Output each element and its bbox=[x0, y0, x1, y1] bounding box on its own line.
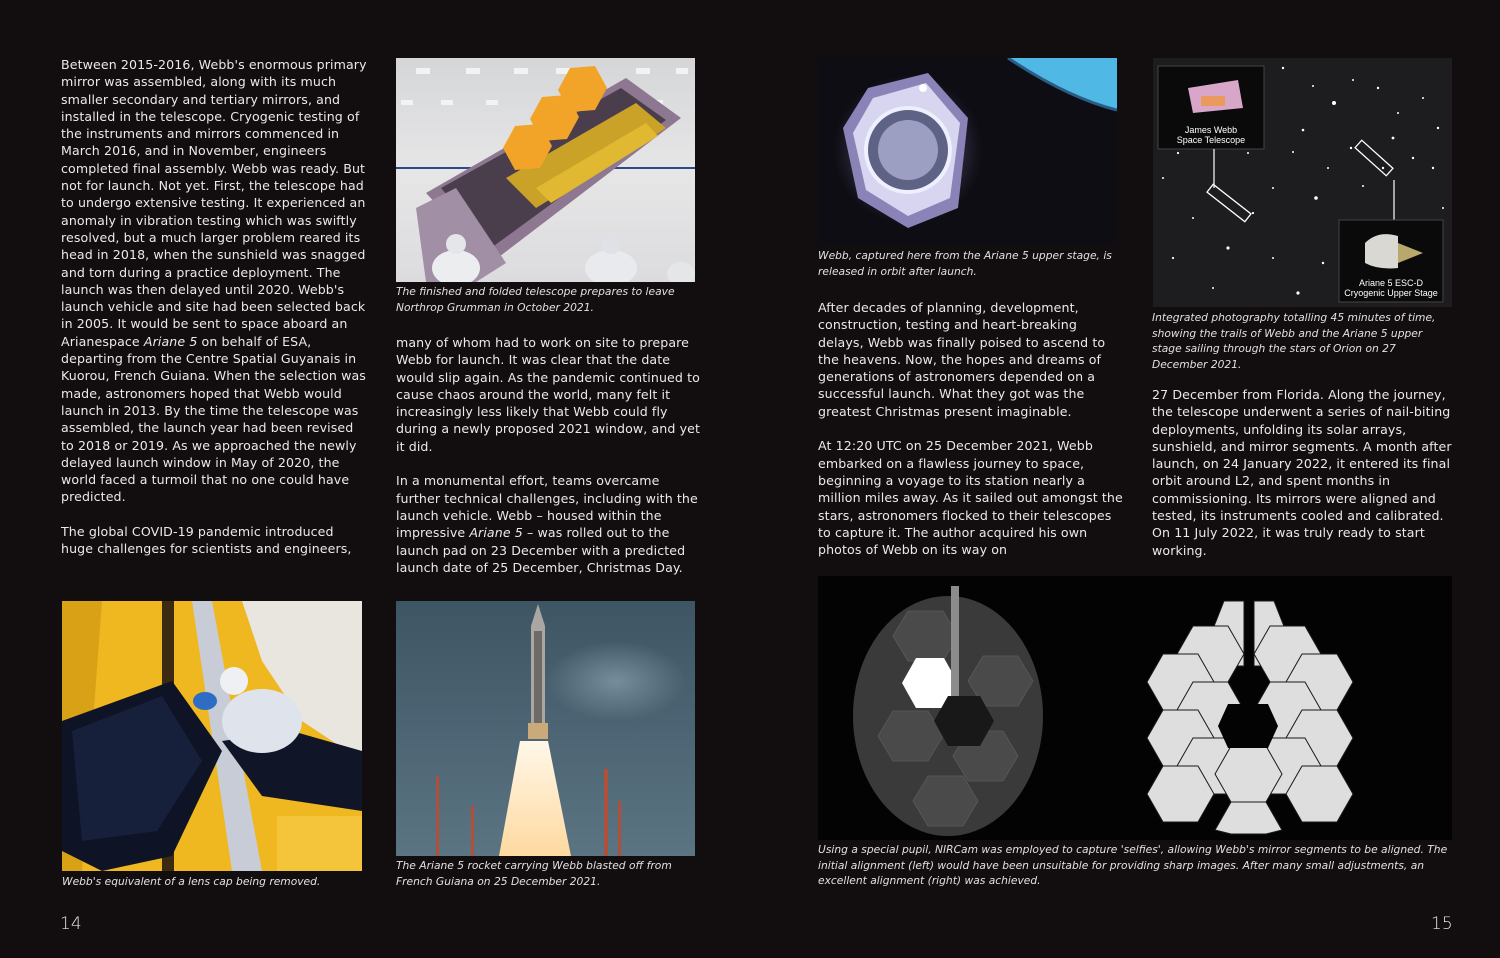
lens-cap-caption: Webb's equivalent of a lens cap being removed. bbox=[62, 875, 321, 888]
webb-release-caption: Webb, captured here from the Ariane 5 upper stage, is released in orbit after launch. bbox=[818, 249, 1112, 278]
orion-star-trails-photo bbox=[1153, 58, 1452, 307]
nircam-selfie-photos bbox=[818, 576, 1452, 840]
paragraph: At 12:20 UTC on 25 December 2021, Webb embarked on a flawless journey to space, beginning a voyage to its station nearly a million miles away. As it sailed out amongst the stars, astronomers flocked to their telescopes to capture it. The author acquired his own photos of Webb on its way on bbox=[818, 438, 1123, 558]
paragraph: many of whom had to work on site to prepare Webb for launch. It was clear that the date would slip again. As the pandemic continued to cause chaos around the world, many felt it increasingly less likely that Webb could fly during a newly proposed 2021 window, and yet it did. bbox=[396, 335, 701, 454]
text-run: – was rolled out to the launch pad on 23 December with a predicted launch date of 25 December, Christmas Day. bbox=[396, 525, 686, 575]
ariane5-launch-photo bbox=[396, 601, 695, 856]
nircam-selfie-caption: Using a special pupil, NIRCam was employed to capture 'selfies', allowing Webb's mirror segments to be aligned. The initial alignment (left) would have been unsuitable for providing sharp images. After many small adjustments, an excellent alignment (right) was achieved. bbox=[818, 843, 1448, 888]
page-number-left: 14 bbox=[60, 914, 82, 934]
ariane5-launch-caption: The Ariane 5 rocket carrying Webb blasted off from French Guiana on 25 December 2021. bbox=[396, 859, 672, 888]
text-run: Between 2015-2016, Webb's enormous primary mirror was assembled, along with its much smaller secondary and tertiary mirrors, and installed in the telescope. Cryogenic testing of the instruments and mirrors commenced in March 2016, and in November, engineers completed final assembly. Webb was ready. But not for launch. Not yet. First, the telescope had to undergo extensive testing. It experienced an anomaly in vibration testing which was swiftly resolved, but a much larger problem reared its head in 2018, when the sunshield was snagged and torn during a practice deployment. The launch was then delayed until 2020. Webb's launch vehicle and site had been selected back in 2005. It would be sent to space aboard an Arianespace bbox=[61, 57, 367, 349]
label-stage-line2: Cryogenic Upper Stage bbox=[1344, 288, 1438, 298]
column-1-text bbox=[61, 56, 367, 558]
orion-star-trails-caption: Integrated photography totalling 45 minutes of time, showing the trails of Webb and the Ariane 5 upper stage sailing through the stars of Orion on 27 December 2021. bbox=[1152, 311, 1436, 371]
paragraph bbox=[61, 56, 367, 506]
folded-telescope-photo bbox=[396, 58, 695, 282]
text-run: on behalf of ESA, departing from the Centre Spatial Guyanais in Kuorou, French Guiana. When the selection was made, astronomers hoped that Webb would launch in 2013. By the time the telescope was assembled, the launch year had been revised to 2018 or 2019. As we approached the newly delayed launch window in May of 2020, the world faced a turmoil that no one could have predicted. bbox=[61, 333, 366, 505]
label-webb-line1: James Webb bbox=[1184, 125, 1238, 135]
text-run: In a monumental effort, teams overcame further technical challenges, including with the launch vehicle. Webb – housed within the impressive bbox=[396, 473, 698, 541]
italic-text-run: Ariane 5 bbox=[143, 333, 198, 349]
paragraph: After decades of planning, development, construction, testing and heart-breaking delays, Webb was finally poised to ascend to the heavens. Now, the hopes and dreams of generations of astronomers depended on a successful launch. What they got was the greatest Christmas present imaginable. bbox=[818, 300, 1106, 419]
column-4-text bbox=[1152, 386, 1458, 559]
column-3-text bbox=[818, 299, 1124, 558]
lens-cap-removal-photo bbox=[62, 601, 362, 871]
label-webb-line2: Space Telescope bbox=[1176, 135, 1246, 145]
italic-text-run: Ariane 5 bbox=[469, 525, 523, 541]
page-number-right: 15 bbox=[1431, 914, 1453, 934]
paragraph: The global COVID-19 pandemic introduced huge challenges for scientists and engineers, bbox=[61, 524, 352, 557]
folded-telescope-caption: The finished and folded telescope prepares to leave Northrop Grumman in October 2021. bbox=[396, 285, 675, 314]
column-2-text bbox=[396, 334, 702, 576]
paragraph: 27 December from Florida. Along the journey, the telescope underwent a series of nail-biting deployments, unfolding its solar arrays, sunshield, and mirror segments. A month after launch, on 24 January 2022, it entered its final orbit around L2, and spent months in commissioning. Its mirrors were aligned and tested, its instruments cooled and calibrated. On 11 July 2022, it was truly ready to start working. bbox=[1152, 387, 1452, 558]
label-stage-line1: Ariane 5 ESC-D bbox=[1358, 278, 1424, 288]
webb-release-photo bbox=[818, 58, 1117, 244]
paragraph bbox=[396, 472, 702, 576]
